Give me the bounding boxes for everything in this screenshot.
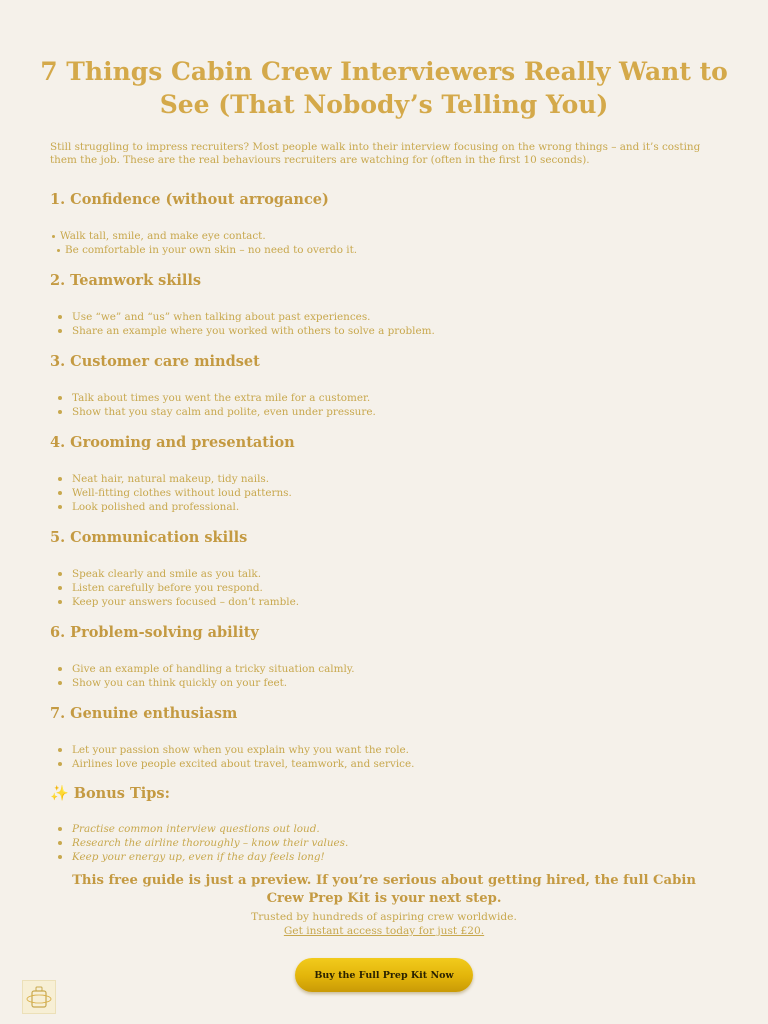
brand-logo: [22, 980, 56, 1014]
list-item: Talk about times you went the extra mile for a customer.: [58, 391, 376, 405]
section-heading-problem-solving: 6. Problem-solving ability: [50, 624, 259, 641]
bullet-icon: [58, 315, 62, 319]
bullet-icon: [58, 667, 62, 671]
list-item: Airlines love people excited about travel, teamwork, and service.: [58, 757, 414, 771]
cta-headline: This free guide is just a preview. If you’re serious about getting hired, the full Cabin Crew Prep Kit is your next step.: [72, 873, 696, 906]
cta-trust-text: Trusted by hundreds of aspiring crew worldwide.: [251, 911, 517, 923]
section-list-teamwork: [58, 310, 435, 338]
list-item: Be comfortable in your own skin – no need to overdo it.: [57, 243, 357, 257]
bullet-icon: [58, 762, 62, 766]
page-title: 7 Things Cabin Crew Interviewers Really Want to See (That Nobody’s Telling You): [40, 57, 728, 119]
list-item: Show that you stay calm and polite, even under pressure.: [58, 405, 376, 419]
list-item: Let your passion show when you explain why you want the role.: [58, 743, 414, 757]
bullet-icon: [57, 249, 60, 252]
list-item: Give an example of handling a tricky situation calmly.: [58, 662, 355, 676]
buy-prep-kit-button[interactable]: Buy the Full Prep Kit Now: [295, 958, 473, 992]
sparkles-icon: ✨: [50, 784, 69, 802]
list-item: Practise common interview questions out loud.: [58, 822, 348, 836]
access-link[interactable]: Get instant access today for just £20.: [283, 925, 485, 937]
list-item: Show you can think quickly on your feet.: [58, 676, 355, 690]
section-heading-confidence: 1. Confidence (without arrogance): [50, 191, 329, 208]
bullet-icon: [58, 841, 62, 845]
section-heading-grooming: 4. Grooming and presentation: [50, 434, 295, 451]
bonus-list: [58, 822, 348, 864]
intro-paragraph: Still struggling to impress recruiters? Most people walk into their interview focusing on the wrong things – and it’s costing them the job. These are the real behaviours recruiters are watching for (often in the first 10 seconds).: [50, 141, 701, 166]
section-heading-customer-care: 3. Customer care mindset: [50, 353, 260, 370]
list-item: Keep your answers focused – don’t ramble.: [58, 595, 299, 609]
list-item: Well-fitting clothes without loud patterns.: [58, 486, 292, 500]
bullet-icon: [58, 505, 62, 509]
list-item: Listen carefully before you respond.: [58, 581, 299, 595]
suitcase-logo-icon: [23, 981, 55, 1013]
bonus-heading: [50, 784, 170, 802]
bullet-icon: [58, 396, 62, 400]
section-list-confidence: [52, 229, 357, 257]
list-item: Neat hair, natural makeup, tidy nails.: [58, 472, 292, 486]
section-heading-communication: 5. Communication skills: [50, 529, 248, 546]
section-heading-enthusiasm: 7. Genuine enthusiasm: [50, 705, 238, 722]
bullet-icon: [58, 586, 62, 590]
bullet-icon: [58, 572, 62, 576]
list-item: Use “we” and “us” when talking about past experiences.: [58, 310, 435, 324]
section-heading-teamwork: 2. Teamwork skills: [50, 272, 202, 289]
bullet-icon: [58, 681, 62, 685]
bullet-icon: [58, 748, 62, 752]
cta-access-text: [60, 924, 708, 938]
bullet-icon: [58, 600, 62, 604]
bullet-icon: [58, 410, 62, 414]
section-list-communication: [58, 567, 299, 609]
section-list-problem-solving: [58, 662, 355, 690]
list-item: Walk tall, smile, and make eye contact.: [52, 229, 357, 243]
section-list-grooming: [58, 472, 292, 514]
section-list-enthusiasm: [58, 743, 414, 771]
list-item: Look polished and professional.: [58, 500, 292, 514]
bullet-icon: [58, 827, 62, 831]
bullet-icon: [58, 329, 62, 333]
section-list-customer-care: [58, 391, 376, 419]
bullet-icon: [58, 855, 62, 859]
bullet-icon: [58, 477, 62, 481]
bullet-icon: [52, 235, 55, 238]
bonus-heading-label: Bonus Tips:: [73, 785, 170, 802]
list-item: Keep your energy up, even if the day feels long!: [58, 850, 348, 864]
list-item: Share an example where you worked with others to solve a problem.: [58, 324, 435, 338]
list-item: Speak clearly and smile as you talk.: [58, 567, 299, 581]
list-item: Research the airline thoroughly – know their values.: [58, 836, 348, 850]
bullet-icon: [58, 491, 62, 495]
